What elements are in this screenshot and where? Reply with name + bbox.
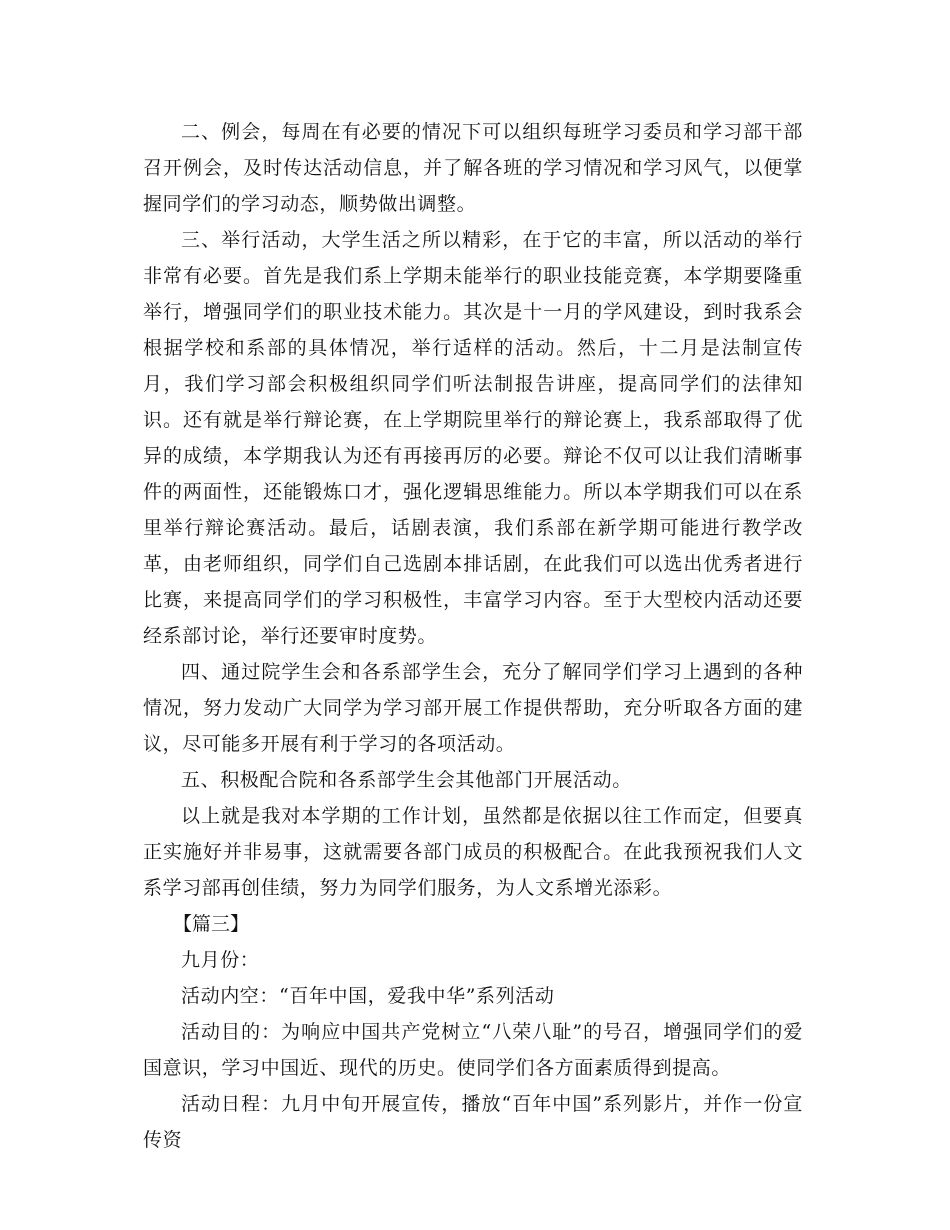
paragraph-month: 九月份：: [181, 949, 260, 971]
document-page: [143, 114, 803, 1158]
section-heading: 【篇三】: [173, 913, 250, 935]
paragraph-activity-purpose: 活动目的：为响应中国共产党树立“八荣八耻”的号召，增强同学们的爱国意识，学习中国近、现代的历史。使同学们各方面素质得到提高。: [143, 1021, 803, 1079]
paragraph-activities: 三、举行活动，大学生活之所以精彩，在于它的丰富，所以活动的举行非常有必要。首先是我们系上学期未能举行的职业技能竞赛，本学期要隆重举行，增强同学们的职业技术能力。其次是十一月的学风建设，到时我系会根据学校和系部的具体情况，举行适样的活动。然后，十二月是法制宣传月，我们学习部会积极组织同学们听法制报告讲座，提高同学们的法律知识。还有就是举行辩论赛，在上学期院里举行的辩论赛上，我系部取得了优异的成绩，本学期我认为还有再接再厉的必要。辩论不仅可以让我们清晰事件的两面性，还能锻炼口才，强化逻辑思维能力。所以本学期我们可以在系里举行辩论赛活动。最后，话剧表演，我们系部在新学期可能进行教学改革，由老师组织，同学们自己选剧本排话剧，在此我们可以选出优秀者进行比赛，来提高同学们的学习积极性，丰富学习内容。至于大型校内活动还要经系部讨论，举行还要审时度势。: [143, 229, 803, 647]
paragraph-meetings: 二、例会，每周在有必要的情况下可以组织每班学习委员和学习部干部召开例会，及时传达活动信息，并了解各班的学习情况和学习风气，以便掌握同学们的学习动态，顺势做出调整。: [143, 121, 803, 215]
paragraph-student-union: 四、通过院学生会和各系部学生会，充分了解同学们学习上遇到的各种情况，努力发动广大同学为学习部开展工作提供帮助，充分听取各方面的建议，尽可能多开展有利于学习的各项活动。: [143, 661, 803, 755]
paragraph-conclusion: 以上就是我对本学期的工作计划，虽然都是依据以往工作而定，但要真正实施好并非易事，这就需要各部门成员的积极配合。在此我预祝我们人文系学习部再创佳绩，努力为同学们服务，为人文系增光添彩。: [143, 805, 803, 899]
paragraph-activity-content: 活动内空：“百年中国，爱我中华”系列活动: [181, 985, 555, 1007]
paragraph-cooperation: 五、积极配合院和各系部学生会其他部门开展活动。: [181, 769, 632, 791]
paragraph-activity-schedule: 活动日程：九月中旬开展宣传，播放“百年中国”系列影片，并作一份宣传资: [143, 1093, 803, 1151]
